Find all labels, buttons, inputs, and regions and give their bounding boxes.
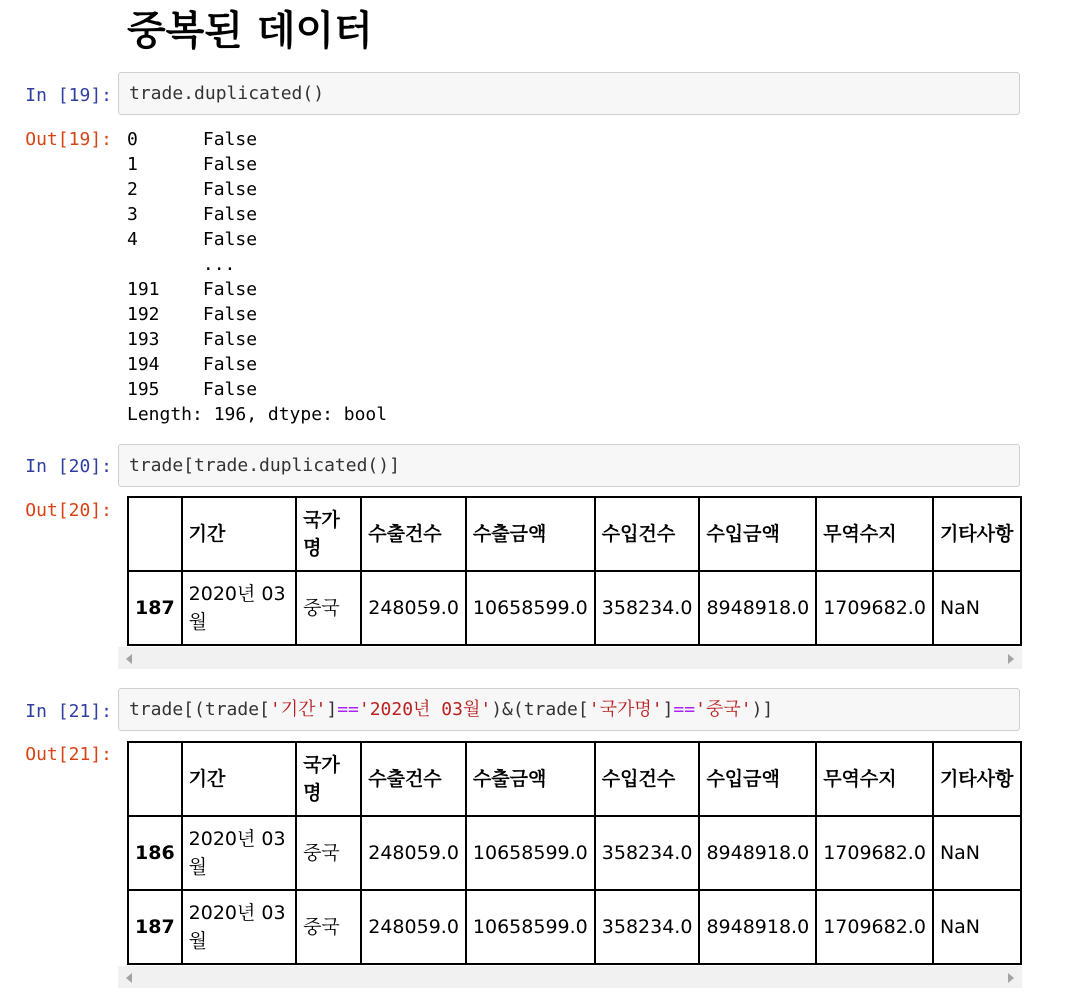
scroll-right-icon[interactable]	[1008, 973, 1014, 983]
column-header: 수출금액	[466, 497, 595, 571]
code-operator: ==	[673, 699, 696, 720]
code-cell-19[interactable]: trade.duplicated()	[118, 72, 1020, 115]
dataframe-table	[127, 496, 1022, 646]
table-cell: 8948918.0	[699, 890, 816, 964]
table-cell: 중국	[296, 571, 361, 645]
out-prompt-20: Out[20]:	[25, 500, 112, 521]
output-line: 195 False	[127, 379, 258, 400]
code-token: )]	[751, 699, 774, 720]
dataframe-output-20	[118, 496, 1022, 669]
table-cell: 2020년 03월	[182, 890, 296, 964]
table-cell: 중국	[296, 816, 361, 890]
column-header: 기타사항	[933, 742, 1021, 816]
column-header: 무역수지	[816, 497, 933, 571]
code-string: '기간'	[269, 699, 327, 720]
table-cell: NaN	[933, 816, 1021, 890]
horizontal-scrollbar[interactable]	[118, 966, 1022, 988]
output-line: 191 False	[127, 279, 258, 300]
table-cell: 1709682.0	[816, 816, 933, 890]
column-header: 기타사항	[933, 497, 1021, 571]
column-header: 수출금액	[466, 742, 595, 816]
code-token: ]	[662, 699, 674, 720]
code-string: '중국'	[695, 699, 752, 720]
output-line: 4 False	[127, 229, 258, 250]
column-header: 수입금액	[699, 742, 816, 816]
scroll-left-icon[interactable]	[126, 973, 132, 983]
dataframe-output-21	[118, 741, 1022, 988]
table-cell: NaN	[933, 571, 1021, 645]
row-index: 187	[128, 890, 182, 964]
index-header	[128, 497, 182, 571]
table-cell: 1709682.0	[816, 571, 933, 645]
series-output	[127, 127, 387, 427]
table-cell: 248059.0	[361, 571, 466, 645]
table-cell: 10658599.0	[466, 890, 595, 964]
row-index: 186	[128, 816, 182, 890]
in-prompt-20: In [20]:	[25, 456, 112, 477]
column-header: 국가명	[296, 497, 361, 571]
column-header: 기간	[182, 742, 296, 816]
row-index: 187	[128, 571, 182, 645]
output-line: 194 False	[127, 354, 258, 375]
column-header: 수출건수	[361, 497, 466, 571]
table-cell: 358234.0	[595, 816, 700, 890]
scroll-right-icon[interactable]	[1008, 654, 1014, 664]
scroll-left-icon[interactable]	[126, 654, 132, 664]
dataframe-table	[127, 741, 1022, 965]
code-token: trade[(trade[	[129, 699, 270, 720]
column-header: 수입건수	[595, 497, 700, 571]
header-row	[128, 497, 1021, 571]
table-row	[128, 571, 1021, 645]
output-line: 0 False	[127, 129, 258, 150]
table-row	[128, 816, 1021, 890]
column-header: 수출건수	[361, 742, 466, 816]
code-token: ]	[326, 699, 338, 720]
table-cell: 1709682.0	[816, 890, 933, 964]
output-line: Length: 196, dtype: bool	[127, 404, 388, 425]
column-header: 수입건수	[595, 742, 700, 816]
table-cell: 8948918.0	[699, 816, 816, 890]
table-cell: NaN	[933, 890, 1021, 964]
out-prompt-19: Out[19]:	[25, 129, 112, 150]
output-line: 2 False	[127, 179, 258, 200]
horizontal-scrollbar[interactable]	[118, 647, 1022, 669]
code-token: )&(trade[	[491, 699, 589, 720]
table-cell: 2020년 03월	[182, 816, 296, 890]
table-cell: 358234.0	[595, 571, 700, 645]
index-header	[128, 742, 182, 816]
table-cell: 358234.0	[595, 890, 700, 964]
in-prompt-21: In [21]:	[25, 701, 112, 722]
output-line: ...	[127, 254, 236, 275]
code-string: '2020년 03월'	[358, 699, 492, 720]
code-cell-21[interactable]	[118, 688, 1020, 731]
section-heading: 중복된 데이터	[127, 8, 373, 54]
code-cell-20[interactable]: trade[trade.duplicated()]	[118, 444, 1020, 487]
table-cell: 중국	[296, 890, 361, 964]
table-cell: 10658599.0	[466, 816, 595, 890]
column-header: 무역수지	[816, 742, 933, 816]
output-line: 3 False	[127, 204, 258, 225]
table-cell: 8948918.0	[699, 571, 816, 645]
column-header: 수입금액	[699, 497, 816, 571]
table-cell: 248059.0	[361, 816, 466, 890]
in-prompt-19: In [19]:	[25, 85, 112, 106]
output-line: 193 False	[127, 329, 258, 350]
column-header: 국가명	[296, 742, 361, 816]
out-prompt-21: Out[21]:	[25, 744, 112, 765]
column-header: 기간	[182, 497, 296, 571]
output-line: 1 False	[127, 154, 258, 175]
table-cell: 10658599.0	[466, 571, 595, 645]
code-operator: ==	[337, 699, 359, 720]
table-cell: 2020년 03월	[182, 571, 296, 645]
table-cell: 248059.0	[361, 890, 466, 964]
code-string: '국가명'	[588, 699, 663, 720]
output-line: 192 False	[127, 304, 258, 325]
table-row	[128, 890, 1021, 964]
header-row	[128, 742, 1021, 816]
